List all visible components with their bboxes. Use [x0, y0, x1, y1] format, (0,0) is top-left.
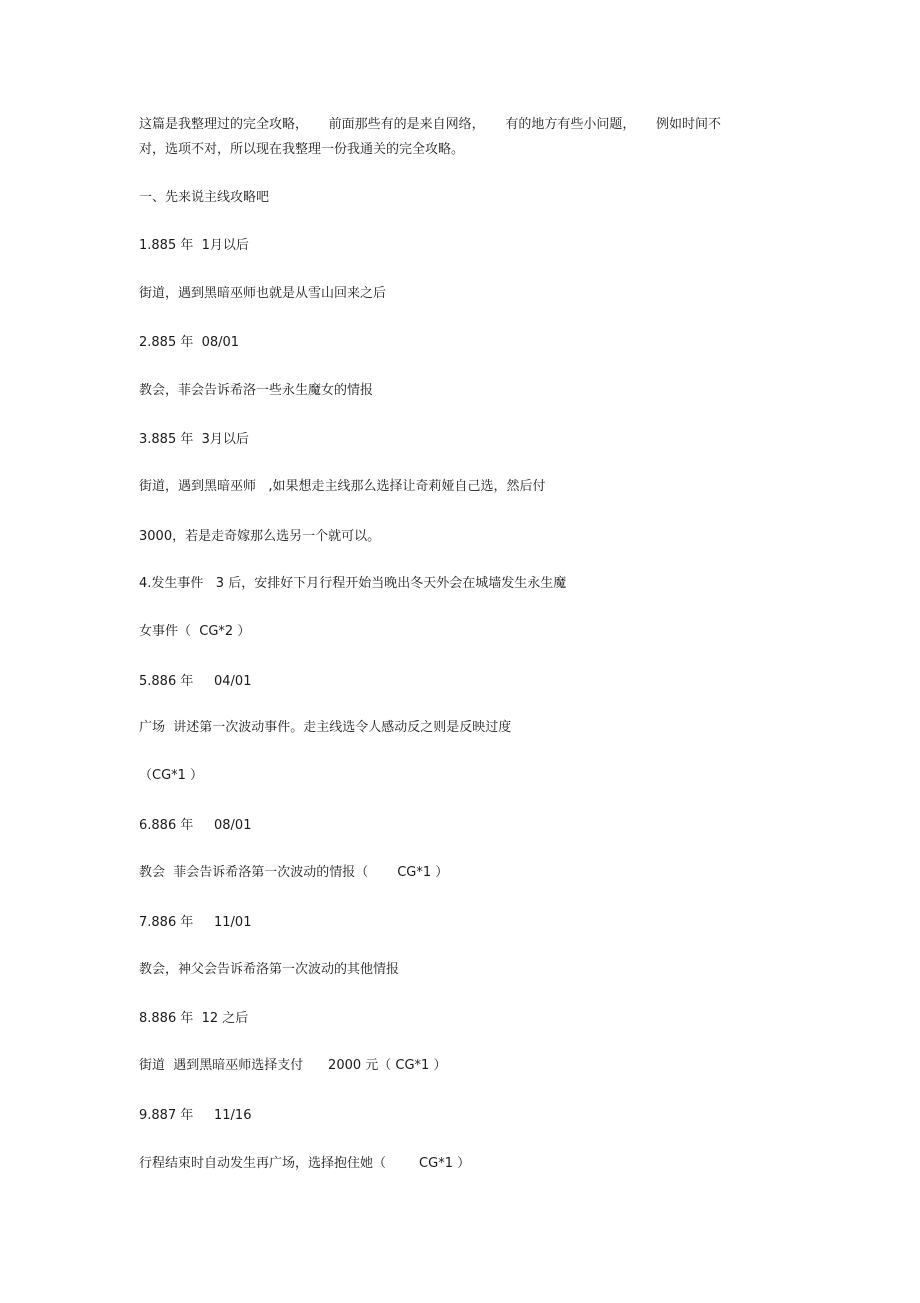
entry-1-date: 1.885 年 1月以后 [139, 238, 249, 253]
intro-line-2: 对，选项不对，所以现在我整理一份我通关的完全攻略。 [139, 142, 465, 157]
entry-5-date: 5.886 年 04/01 [139, 674, 252, 689]
entry-5-text-1: 广场 讲述第一次波动事件。走主线选令人感动反之则是反映过度 [139, 720, 512, 735]
entry-3-text-1: 街道，遇到黑暗巫师 ,如果想走主线那么选择让奇莉娅自己选，然后付 [139, 479, 546, 494]
intro-line-1: 这篇是我整理过的完全攻略， 前面那些有的是来自网络， 有的地方有些小问题， 例如时间不 [139, 117, 721, 132]
entry-2-text: 教会，菲会告诉希洛一些永生魔女的情报 [139, 383, 374, 398]
entry-3-text-2: 3000，若是走奇嫁那么选另一个就可以。 [139, 529, 381, 544]
entry-6-date: 6.886 年 08/01 [139, 818, 252, 833]
entry-9-text: 行程结束时自动发生再广场，选择抱住她（ CG*1 ） [139, 1156, 471, 1171]
entry-8-date: 8.886 年 12 之后 [139, 1011, 249, 1026]
section-heading: 一、先来说主线攻略吧 [139, 190, 270, 205]
entry-2-date: 2.885 年 08/01 [139, 335, 240, 350]
entry-8-text: 街道 遇到黑暗巫师选择支付 2000 元（ CG*1 ） [139, 1058, 447, 1073]
entry-4-text-2: 女事件（ CG*2 ） [139, 624, 251, 639]
entry-7-date: 7.886 年 11/01 [139, 915, 252, 930]
entry-9-date: 9.887 年 11/16 [139, 1108, 252, 1123]
entry-3-date: 3.885 年 3月以后 [139, 432, 249, 447]
entry-4-text-1: 4.发生事件 3 后，安排好下月行程开始当晚出冬天外会在城墙发生永生魔 [139, 576, 567, 591]
entry-7-text: 教会，神父会告诉希洛第一次波动的其他情报 [139, 962, 400, 977]
entry-1-text: 街道，遇到黑暗巫师也就是从雪山回来之后 [139, 286, 387, 301]
entry-6-text: 教会 菲会告诉希洛第一次波动的情报（ CG*1 ） [139, 865, 449, 880]
entry-5-text-2: （CG*1 ） [139, 768, 204, 783]
